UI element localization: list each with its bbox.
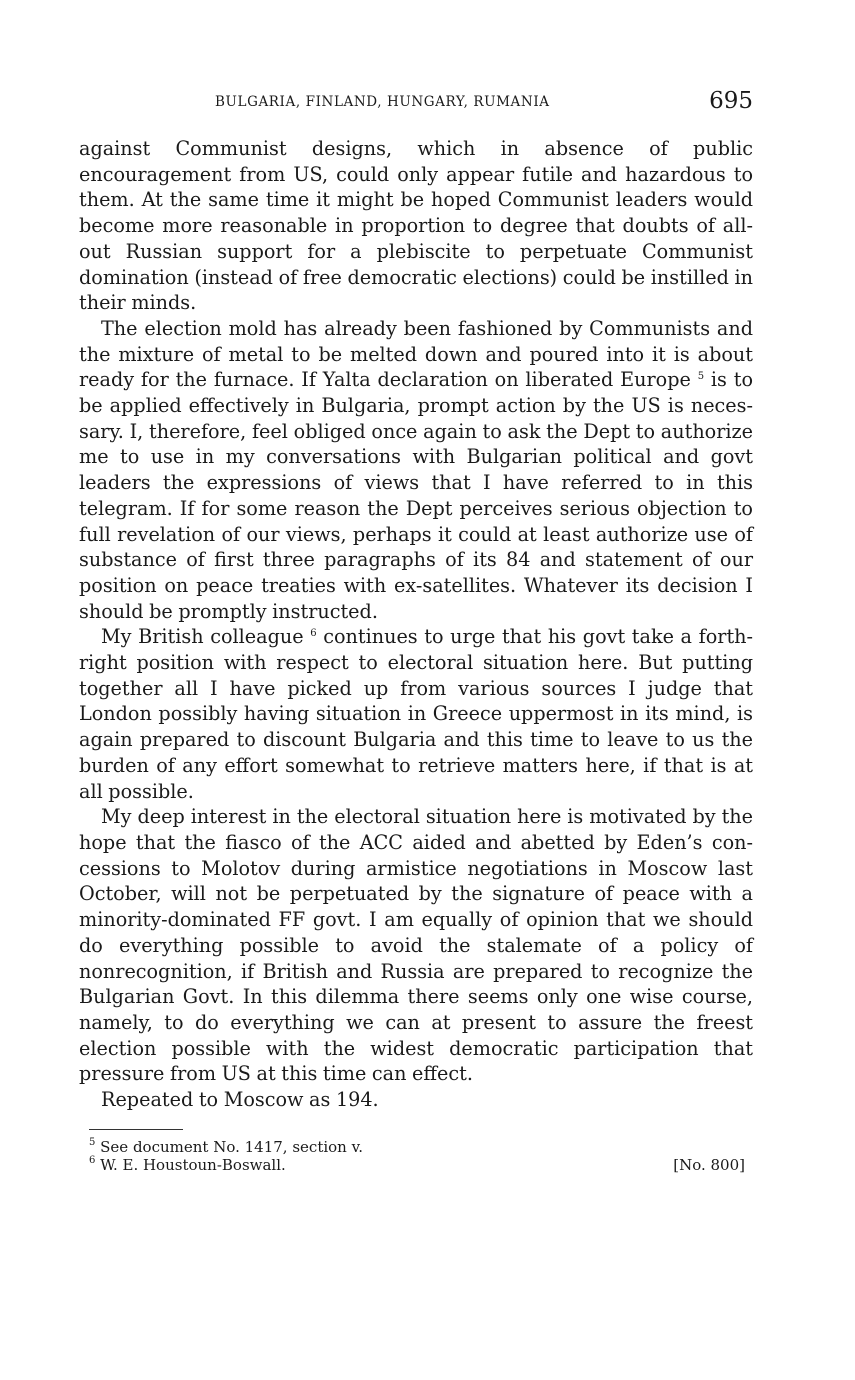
document-page [79, 84, 753, 1174]
paragraph-text: against Communist designs, which in absence of public encouragement from US, could only appear futile and hazardous to them. At the same time it might be hoped Communist leaders would become more reasonable in proportion to degree that doubts of all-out Russian support for a plebiscite to perpetuate Communist domination (instead of free democratic elections) could be instilled in their minds. [79, 137, 753, 315]
body-text [79, 136, 753, 1113]
paragraph-text: My British colleague [101, 625, 304, 649]
footnote-ref: 6 [310, 628, 317, 640]
footnote-mark: 6 [89, 1154, 96, 1166]
paragraph-text: continues to urge that his govt take a forthright position with respect to electoral situation here. But putting together all I have picked up from various sources I judge that London possibly having situation in Greece uppermost in its mind, is again prepared to discount Bulgaria and this time to leave to us the burden of any effort somewhat to retrieve matters here, if that is at all possible. [79, 625, 753, 803]
paragraph [79, 136, 753, 316]
paragraph-text: Repeated to Moscow as 194. [101, 1088, 379, 1112]
footnote [89, 1138, 753, 1156]
footnote-divider [89, 1129, 183, 1130]
page-number: 695 [709, 88, 753, 114]
paragraph [79, 1087, 753, 1113]
page-header [79, 84, 753, 120]
paragraph-text: My deep interest in the electoral situation here is motivated by the hope that the fiasco of the ACC aided and abetted by Eden’s concessions to Molotov during armistice negotiations in Moscow last October, will not be perpetuated by the signature of peace with a minority-dominated FF govt. I am equally of opinion that we should do everything possible to avoid the stalemate of a policy of nonrecognition, if British and Russia are prepared to recognize the Bulgarian Govt. In this dilemma there seems only one wise course, namely, to do everything we can at present to assure the freest election possible with the widest democratic participation that pressure from US at this time can effect. [79, 805, 753, 1086]
footnotes [89, 1138, 753, 1174]
footnote-text: W. E. Houstoun-Boswall. [100, 1155, 286, 1174]
footnote-mark: 5 [89, 1136, 96, 1148]
paragraph-text: The election mold has already been fashioned by Communists and the mixture of metal to be melted down and poured into it is about ready for the furnace. If Yalta declaration on liberated Europe [79, 316, 753, 392]
footnote [89, 1156, 753, 1174]
paragraph [79, 316, 753, 624]
running-title: BULGARIA, FINLAND, HUNGARY, RUMANIA [215, 94, 550, 110]
paragraph [79, 624, 753, 804]
paragraph [79, 804, 753, 1087]
paragraph-text: is to be applied effectively in Bulgaria, prompt action by the US is necessary. I, therefore, feel obliged once again to ask the Dept to authorize me to use in my conversations with Bulgarian political and govt leaders the expressions of views that I have referred to in this telegram. If for some reason the Dept perceives serious objection to full revelation of our views, perhaps it could at least authorize use of substance of first three paragraphs of its 84 and statement of our position on peace treaties with ex-satellites. Whatever its decision I should be promptly instructed. [79, 368, 753, 623]
footnote-text: See document No. 1417, section v. [100, 1137, 364, 1156]
document-number: [No. 800] [673, 1156, 745, 1174]
footnote-ref: 5 [697, 371, 705, 383]
